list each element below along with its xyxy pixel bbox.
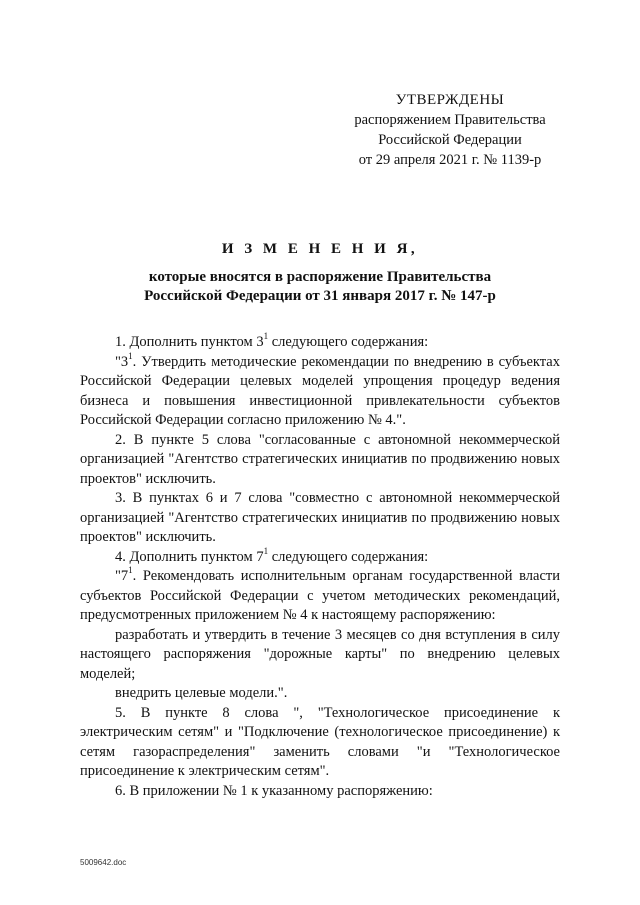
document-subtitle-1: которые вносятся в распоряжение Правительства bbox=[148, 269, 492, 285]
paragraph-6-text-end: . Рекомендовать исполнительным органам государственной власти субъектов Российской Федерации с учетом методических рекомендаций, предусмотренных приложением № 4 к настоящему распоряжению: bbox=[80, 568, 560, 623]
paragraph-1-text: 1. Дополнить пунктом 3 bbox=[115, 334, 264, 350]
document-subtitle-2: Российской Федерации от 31 января 2017 г. № 147-р bbox=[144, 288, 496, 304]
approval-title: УТВЕРЖДЕНЫ bbox=[395, 92, 505, 108]
paragraph-2-sup: 1 bbox=[128, 350, 133, 361]
paragraph-6-text: "7 bbox=[115, 568, 129, 584]
approval-line-2: Российской Федерации bbox=[378, 132, 522, 148]
paragraph-8: внедрить целевые модели.". bbox=[115, 685, 288, 701]
approval-line-1: распоряжением Правительства bbox=[354, 112, 546, 128]
paragraph-3: 2. В пункте 5 слова "согласованные с автономной некоммерческой организацией "Агентство стратегических инициатив по продвижению новых проектов" исключить. bbox=[80, 431, 560, 487]
paragraph-2-text: "3 bbox=[115, 353, 129, 370]
paragraph-5 bbox=[80, 545, 560, 568]
document-body bbox=[80, 333, 560, 801]
paragraph-1-text-end: следующего содержания: bbox=[268, 334, 429, 350]
paragraph-5-text: 4. Дополнить пунктом 7 bbox=[115, 548, 264, 565]
paragraph-6-sup: 1 bbox=[128, 565, 133, 576]
paragraph-2 bbox=[80, 350, 560, 431]
paragraph-7: разработать и утвердить в течение 3 месяцев со дня вступления в силу настоящего распоряжения "дорожные карты" по внедрению целевых моделей; bbox=[80, 626, 560, 682]
approval-block bbox=[340, 90, 560, 170]
paragraph-2-text-end: . Утвердить методические рекомендации по внедрению в субъектах Российской Федерации целевых моделей упрощения процедур ведения бизнеса и повышения инвестиционной привлекательности субъектов Российской Федерации согласно приложению № 4.". bbox=[80, 353, 560, 428]
paragraph-4: 3. В пунктах 6 и 7 слова "совместно с автономной некоммерческой организацией "Агентство стратегических инициатив по продвижению новых проектов" исключить. bbox=[80, 490, 560, 545]
paragraph-5-sup: 1 bbox=[263, 545, 269, 556]
paragraph-10: 6. В приложении № 1 к указанному распоряжению: bbox=[115, 782, 433, 799]
approval-line-3: от 29 апреля 2021 г. № 1139-р bbox=[358, 152, 542, 168]
paragraph-1-sup: 1 bbox=[263, 331, 269, 342]
document-title: И З М Е Н Е Н И Я, bbox=[221, 241, 419, 257]
paragraph-1 bbox=[80, 333, 560, 353]
paragraph-5-text-end: следующего содержания: bbox=[268, 548, 429, 565]
paragraph-9: 5. В пункте 8 слова ", "Технологическое присоединение к электрическим сетям" и "Подключение (технологическое присоединение) к сетям газораспределения" заменить словами "и "Технологическое присоединение к электрическим сетям". bbox=[80, 704, 560, 779]
paragraph-6 bbox=[80, 567, 560, 626]
file-name-footer: 5009642.doc bbox=[80, 858, 127, 867]
document-heading bbox=[80, 240, 560, 306]
